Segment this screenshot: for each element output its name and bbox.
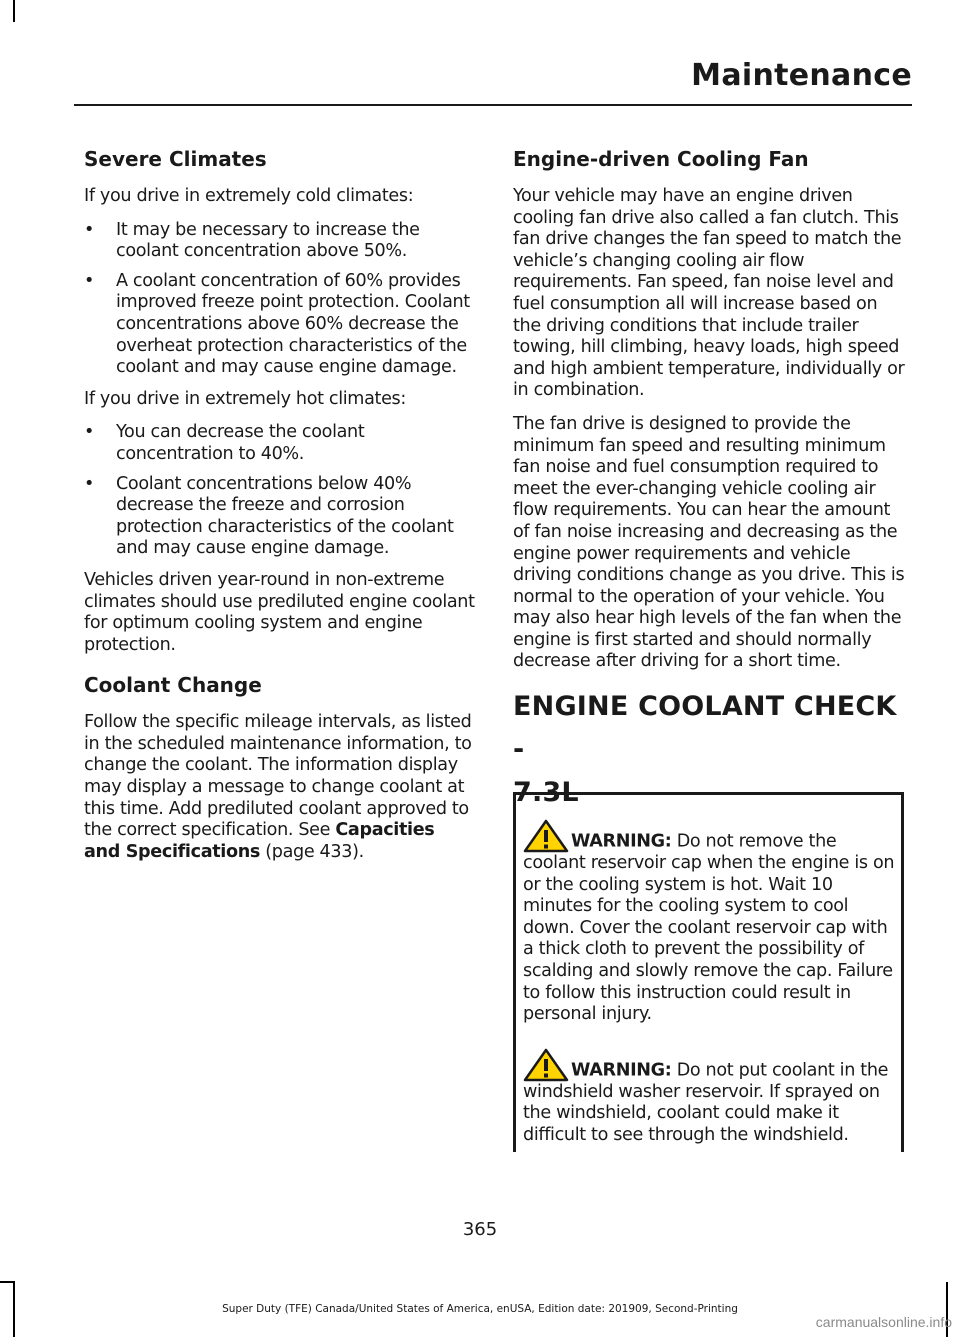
page-reference: (page 433). [265,841,364,862]
watermark: carmanualsonline.info [815,1314,952,1330]
list-item: • A coolant concentration of 60% provides improved freeze point protection. Coolant concentrations above 60% decrease the overheat protection characteristics of the coolant and may cause engine damage. [84,270,470,378]
right-column [513,146,907,832]
fan-paragraph-2: The fan drive is designed to provide the minimum fan speed and resulting minimum fan noise and fuel consumption required to meet the ever-changing vehicle cooling air flow requirements. You can hear the amount of fan noise increasing and decreasing as the engine power requirements and vehicle driving conditions change as you drive. This is normal to the operation of your vehicle. You may also hear high levels of the fan when the engine is first started and should normally decrease after driving for a short time. [513,413,905,672]
coolant-change-heading: Coolant Change [84,673,262,698]
list-item: • It may be necessary to increase the coolant concentration above 50%. [84,219,420,262]
warning-box [513,792,904,1152]
warning-triangle-icon [523,1048,569,1082]
page-title: Maintenance [691,58,912,93]
hot-intro: If you drive in extremely hot climates: [84,388,406,409]
prediluted-paragraph: Vehicles driven year-round in non-extreme climates should use prediluted engine coolant for optimum cooling system and engine protection. [84,569,475,655]
left-column [84,146,476,875]
crop-mark-bottom-rule [0,1281,15,1283]
bullet-icon: • [84,270,95,291]
severe-climates-heading: Severe Climates [84,147,267,171]
edition-footer: Super Duty (TFE) Canada/United States of America, enUSA, Edition date: 201909, Second-Printing [222,1303,738,1315]
bullet-icon: • [84,473,95,494]
warning-text: Do not remove the coolant reservoir cap when the engine is on or the cooling system is hot. Wait 10 minutes for the cooling system to cool down. Cover the coolant reservoir cap with a thick cloth to prevent the possibility of scalding and slowly remove the cap. Failure to follow this instruction could result in personal injury. [523,831,895,1025]
list-item: • Coolant concentrations below 40% decrease the freeze and corrosion protection characteristics of the coolant and may cause engine damage. [84,473,454,559]
coolant-change-paragraph: Follow the specific mileage intervals, as listed in the scheduled maintenance information, to change the coolant. The information display may display a message to change coolant at this time. Add prediluted coolant approved to the correct specification. See Capacities and Specifications (page 433). [84,712,472,862]
header-rule [74,104,912,106]
list-item: • You can decrease the coolant concentration to 40%. [84,422,365,464]
cooling-fan-heading: Engine-driven Cooling Fan [513,147,809,171]
capacities-link[interactable]: Capacities and Specifications [84,820,435,862]
hot-bullet-list [84,422,476,560]
cold-bullet-list [84,220,476,379]
warning-triangle-icon [523,819,569,853]
bullet-icon: • [84,219,95,240]
coolant-check-heading: ENGINE COOLANT CHECK - 7.3L [513,691,897,809]
cold-intro: If you drive in extremely cold climates: [84,186,414,206]
warning-2 [523,1048,895,1147]
warning-label: WARNING: [571,831,672,852]
fan-paragraph-1: Your vehicle may have an engine driven cooling fan drive also called a fan clutch. This fan drive changes the fan speed to match the vehicle’s changing cooling air flow requirements. Fan speed, fan noise level and fuel consumption all will increase based on the driving conditions that include trailer towing, hill climbing, heavy loads, high speed and high ambient temperature, individually or in combination. [513,186,905,401]
crop-mark-top-left [13,0,15,22]
warning-text: Do not put coolant in the windshield washer reservoir. If sprayed on the windshield, coolant could make it difficult to see through the windshield. [523,1060,889,1145]
page-number: 365 [462,1219,498,1240]
warning-label: WARNING: [571,1060,672,1081]
warning-1 [523,819,895,1026]
bullet-icon: • [84,422,95,443]
